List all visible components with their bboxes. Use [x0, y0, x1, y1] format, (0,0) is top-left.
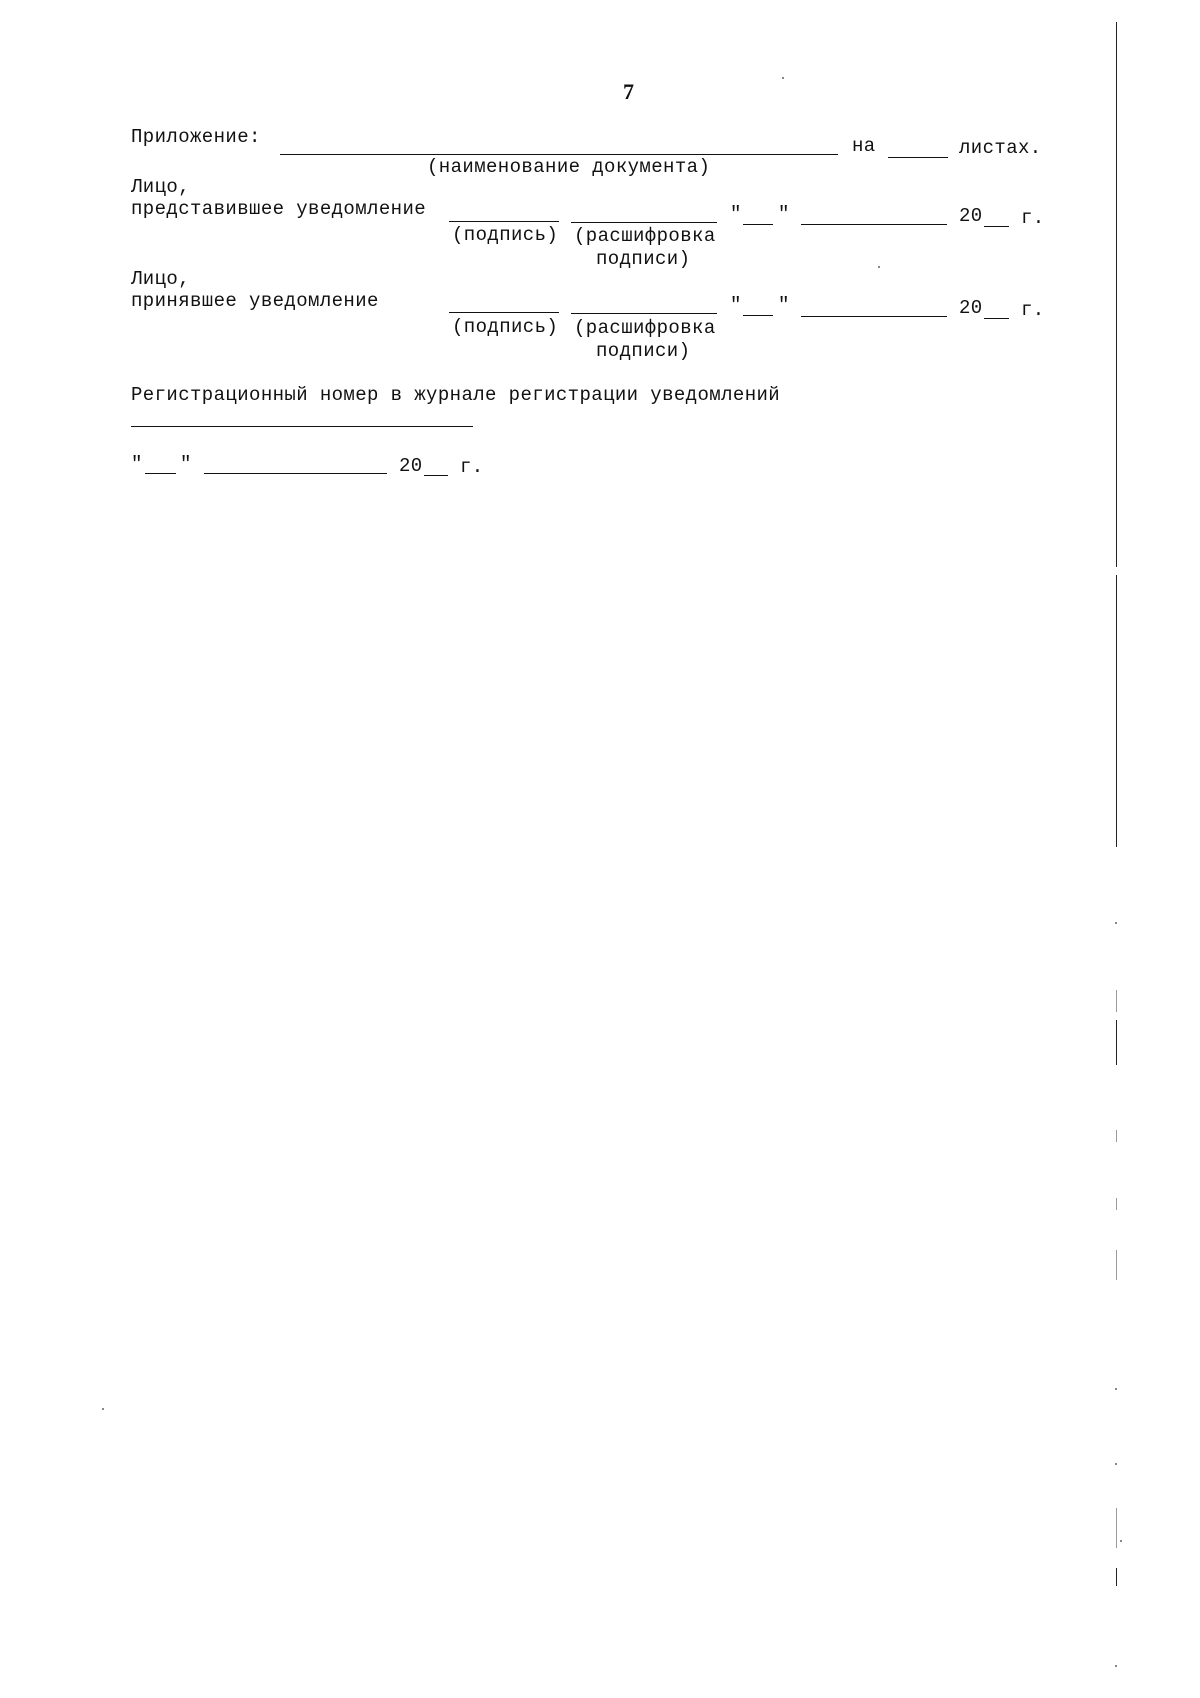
scan-edge-line: [1116, 1198, 1117, 1210]
receiver-signature-caption: (подпись): [452, 316, 559, 338]
scan-speck: [1120, 1540, 1122, 1542]
scan-speck: [878, 266, 880, 268]
registration-quote-close: ": [180, 453, 192, 475]
registration-number-line: [131, 426, 473, 427]
receiver-year-suffix: г.: [1021, 299, 1045, 321]
scan-edge-line: [1116, 575, 1117, 847]
scan-speck: [1115, 922, 1117, 924]
scan-edge-line: [1116, 1508, 1117, 1548]
receiver-quote-open: ": [730, 294, 742, 316]
submitter-decode-caption-2: подписи): [596, 248, 691, 270]
scan-edge-line: [1116, 1020, 1117, 1065]
receiver-year-prefix: 20: [959, 297, 983, 319]
attachment-label: Приложение:: [131, 126, 261, 148]
scan-edge-line: [1116, 1250, 1117, 1280]
registration-month-line: [204, 473, 387, 474]
registration-label: Регистрационный номер в журнале регистрации уведомлений: [131, 384, 781, 406]
submitter-year-line: [984, 226, 1009, 227]
receiver-quote-close: ": [778, 294, 790, 316]
attachment-sheets-count-line: [888, 157, 948, 158]
registration-year-line: [424, 475, 448, 476]
submitter-month-line: [801, 224, 947, 225]
scan-speck: [1115, 1388, 1117, 1390]
receiver-decode-caption-2: подписи): [596, 340, 691, 362]
attachment-document-name-line: [280, 154, 838, 155]
attachment-document-caption: (наименование документа): [427, 156, 711, 178]
attachment-on-label: на: [852, 135, 876, 157]
receiver-decode-line: [571, 313, 717, 314]
scan-edge-line: [1116, 22, 1117, 567]
submitter-decode-caption-1: (расшифровка: [574, 225, 716, 247]
receiver-year-line: [984, 318, 1009, 319]
page-number: 7: [623, 79, 634, 104]
receiver-day-line: [743, 315, 773, 316]
scan-speck: [1115, 1665, 1117, 1667]
submitter-year-prefix: 20: [959, 205, 983, 227]
scan-speck: [102, 1408, 104, 1410]
registration-year-suffix: г.: [460, 456, 484, 478]
submitter-decode-line: [571, 222, 717, 223]
receiver-decode-caption-1: (расшифровка: [574, 317, 716, 339]
submitter-signature-line: [449, 221, 559, 222]
scan-edge-line: [1116, 1568, 1117, 1586]
receiver-label-line1: Лицо,: [131, 268, 191, 290]
scan-edge-line: [1116, 1130, 1117, 1142]
submitter-label-line1: Лицо,: [131, 176, 191, 198]
registration-day-line: [145, 473, 176, 474]
scan-speck: [1115, 1463, 1117, 1465]
receiver-label-line2: принявшее уведомление: [131, 290, 379, 312]
submitter-year-suffix: г.: [1021, 207, 1045, 229]
scan-edge-line: [1116, 990, 1117, 1012]
receiver-month-line: [801, 316, 947, 317]
submitter-signature-caption: (подпись): [452, 224, 559, 246]
submitter-quote-open: ": [730, 203, 742, 225]
submitter-label-line2: представившее уведомление: [131, 198, 427, 220]
registration-quote-open: ": [131, 453, 143, 475]
scan-speck: [782, 77, 784, 79]
receiver-signature-line: [449, 312, 559, 313]
submitter-quote-close: ": [778, 203, 790, 225]
registration-year-prefix: 20: [399, 455, 423, 477]
submitter-day-line: [743, 224, 773, 225]
attachment-sheets-label: листах.: [959, 137, 1042, 159]
